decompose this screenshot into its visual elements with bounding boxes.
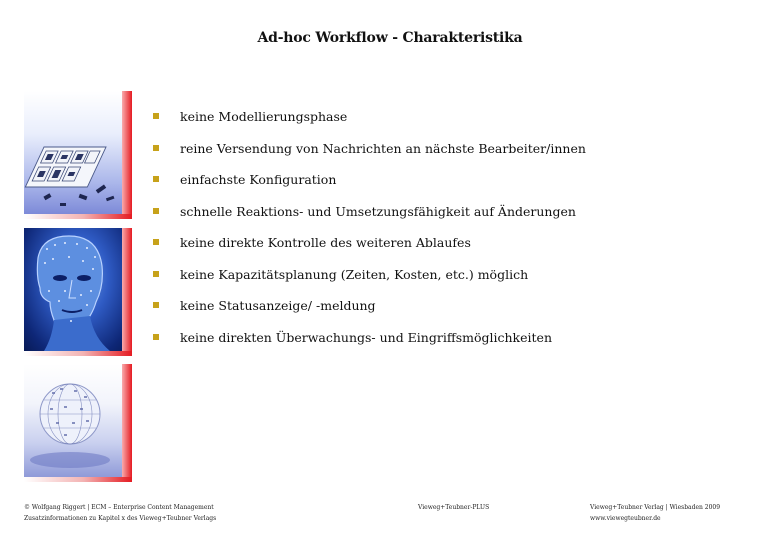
square-bullet-icon: [153, 208, 159, 214]
square-bullet-icon: [153, 271, 159, 277]
square-bullet-icon: [153, 113, 159, 119]
footer-source-note: Zusatzinformationen zu Kapitel x des Vieweg+Teubner Verlags: [24, 515, 217, 522]
binary-globe-image: [24, 364, 122, 477]
circuit-board-image-panel: [24, 91, 132, 219]
footer-publisher: Vieweg+Teubner Verlag | Wiesbaden 2009: [590, 504, 721, 511]
binary-globe-image-panel: [24, 364, 132, 482]
square-bullet-icon: [153, 334, 159, 340]
square-bullet-icon: [153, 239, 159, 245]
square-bullet-icon: [153, 302, 159, 308]
footer-website: www.viewegteubner.de: [590, 515, 661, 522]
square-bullet-icon: [153, 145, 159, 151]
footer-copyright: © Wolfgang Riggert | ECM – Enterprise Content Management: [24, 504, 214, 511]
slide-title: Ad-hoc Workflow - Charakteristika: [257, 30, 523, 46]
digital-head-image-panel: [24, 228, 132, 356]
circuit-board-image: [24, 91, 122, 214]
footer-center-label: Vieweg+Teubner-PLUS: [418, 504, 490, 511]
square-bullet-icon: [153, 176, 159, 182]
digital-head-image: [24, 228, 122, 351]
